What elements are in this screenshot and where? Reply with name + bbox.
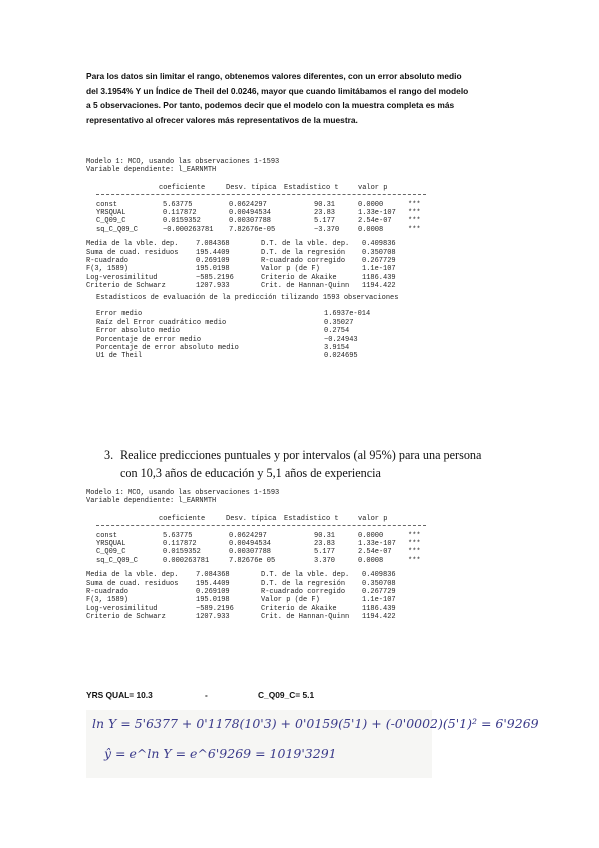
coef-row-name: const <box>96 200 118 209</box>
stderr-value: 0.00307788 <box>229 548 272 557</box>
paragraph-line: a 5 observaciones. Por tanto, podemos decir que el modelo con la muestra completa es más <box>86 100 455 110</box>
stat-value: 195.0198 <box>196 596 230 605</box>
eval-title: Estadísticos de evaluación de la predicción tilizando 1593 observaciones <box>96 293 399 302</box>
stat-value: 1194.422 <box>362 613 396 622</box>
stat-label: Criterio de Akaike <box>261 273 337 282</box>
stat-label: F(3, 1589) <box>86 265 129 274</box>
stderr-value: 0.0624297 <box>229 200 267 209</box>
eval-value: −0.24943 <box>324 335 358 344</box>
stat-value: 1207.933 <box>196 613 230 622</box>
coef-row-name: YRSQUAL <box>96 540 126 548</box>
coef-row-name: YRSQUAL <box>96 209 126 217</box>
column-header: Estadístico t <box>284 183 339 192</box>
coef-row-name: const <box>96 531 118 540</box>
coef-row-name: C_Q09_C <box>96 217 126 226</box>
stat-label: Suma de cuad. residuos <box>86 579 179 588</box>
stat-value: 7.084368 <box>196 240 230 249</box>
coef-value: 0.0159352 <box>163 548 201 557</box>
p-value: 2.54e-07 <box>358 217 392 226</box>
separator-dash: - <box>205 690 208 700</box>
stat-value: 1194.422 <box>362 282 396 291</box>
t-stat-value: 5.177 <box>314 548 336 557</box>
stderr-value: 0.00494534 <box>229 540 272 548</box>
stat-value: 0.269109 <box>196 588 230 596</box>
column-header: Desv. típica <box>226 183 277 192</box>
stat-label: D.T. de la vble. dep. <box>261 240 350 249</box>
stat-value: 195.4409 <box>196 579 230 588</box>
stat-value: 1207.933 <box>196 282 230 291</box>
eval-value: 0.024695 <box>324 352 358 361</box>
significance-stars: *** <box>408 225 421 234</box>
stat-label: D.T. de la vble. dep. <box>261 571 350 580</box>
stderr-value: 0.00494534 <box>229 209 272 217</box>
significance-stars: *** <box>408 548 421 557</box>
regression-output-1 <box>86 158 516 420</box>
eval-label: Porcentaje de error absoluto medio <box>96 344 239 352</box>
coef-value: 0.000263781 <box>163 556 210 565</box>
stat-value: 7.084368 <box>196 571 230 580</box>
stat-label: Suma de cuad. residuos <box>86 248 179 257</box>
handwritten-exp-equation: ŷ = e^ln Y = e^6'9269 = 1019'3291 <box>104 746 337 761</box>
t-stat-value: 23.83 <box>314 209 336 217</box>
cq09c-value: C_Q09_C= 5.1 <box>258 690 315 700</box>
stat-label: Valor p (de F) <box>261 265 320 274</box>
column-header: valor p <box>358 514 388 523</box>
stat-label: R-cuadrado corregido <box>261 257 346 265</box>
p-value: 0.0000 <box>358 531 384 540</box>
p-value: 0.0008 <box>358 225 384 234</box>
question-number: 3. <box>104 448 114 462</box>
stat-label: Media de la vble. dep. <box>86 240 179 249</box>
t-stat-value: 23.83 <box>314 540 336 548</box>
p-value: 1.33e-107 <box>358 209 396 217</box>
paragraph-line: Para los datos sin limitar el rango, obtenemos valores diferentes, con un error absoluto medio <box>86 71 462 81</box>
handwritten-calculation-photo <box>86 710 539 778</box>
stderr-value: 0.0624297 <box>229 531 267 540</box>
column-header: valor p <box>358 183 388 192</box>
intro-paragraph <box>86 69 520 127</box>
eval-label: Raíz del Error cuadrático medio <box>96 318 227 327</box>
yrsqual-value: YRS QUAL= 10.3 <box>86 690 153 700</box>
stat-value: 0.409836 <box>362 240 396 249</box>
coef-value: 0.117872 <box>163 209 197 217</box>
stderr-value: 0.00307788 <box>229 217 272 226</box>
p-value: 0.0008 <box>358 556 384 565</box>
handwritten-log-equation: ln Y = 5'6377 + 0'1178(10'3) + 0'0159(5'1) + (-0'0002)(5'1)² = 6'9269 <box>92 716 539 731</box>
stderr-value: 7.82676e-05 <box>229 225 276 234</box>
coef-value: 0.117872 <box>163 540 197 548</box>
stat-label: D.T. de la regresión <box>261 248 346 257</box>
stat-label: Criterio de Schwarz <box>86 613 166 622</box>
stat-label: R-cuadrado <box>86 257 129 265</box>
stat-label: R-cuadrado <box>86 588 129 596</box>
stat-value: −585.2196 <box>196 273 234 282</box>
paragraph-line: del 3.1954% Y un Índice de Theil del 0.0246, mayor que cuando limitábamos el rango del modelo <box>86 85 469 96</box>
eval-value: 1.6937e-014 <box>324 310 371 319</box>
model-header-line: Modelo 1: MCO, usando las observaciones 1-1593 <box>86 158 280 166</box>
stat-value: 1.1e-107 <box>362 596 396 605</box>
stat-label: Crit. de Hannan-Quinn <box>261 613 350 622</box>
coef-value: 0.0159352 <box>163 217 201 226</box>
significance-stars: *** <box>408 209 421 217</box>
p-value: 0.0000 <box>358 200 384 209</box>
stderr-value: 7.82676e 05 <box>229 556 276 565</box>
stat-label: Criterio de Akaike <box>261 604 337 613</box>
model-header-line: Variable dependiente: l_EARNMTH <box>86 497 217 506</box>
model-header-line: Modelo 1: MCO, usando las observaciones 1-1593 <box>86 489 280 497</box>
model-header-line: Variable dependiente: l_EARNMTH <box>86 166 217 175</box>
stat-value: 0.409836 <box>362 571 396 580</box>
significance-stars: *** <box>408 200 421 209</box>
stat-label: Valor p (de F) <box>261 596 320 605</box>
stat-value: 195.0198 <box>196 265 230 274</box>
stat-label: R-cuadrado corregido <box>261 588 346 596</box>
significance-stars: *** <box>408 217 421 226</box>
stat-value: 0.350708 <box>362 248 396 257</box>
t-stat-value: −3.370 <box>314 225 340 234</box>
t-stat-value: 90.31 <box>314 200 336 209</box>
column-header: coeficiente <box>159 183 206 192</box>
question-line: Realice predicciones puntuales y por intervalos (al 95%) para una persona <box>120 448 482 462</box>
stat-value: 1.1e-107 <box>362 265 396 274</box>
t-stat-value: 3.370 <box>314 556 336 565</box>
column-header: Estadístico t <box>284 514 339 523</box>
regression-output-2 <box>86 489 516 622</box>
eval-value: 0.35027 <box>324 318 354 327</box>
column-header: coeficiente <box>159 514 206 523</box>
stat-label: F(3, 1589) <box>86 596 129 605</box>
stat-value: 1186.439 <box>362 273 396 282</box>
eval-label: Porcentaje de error medio <box>96 335 202 344</box>
eval-label: Error absoluto medio <box>96 327 181 336</box>
p-value: 1.33e-107 <box>358 540 396 548</box>
eval-value: 3.9154 <box>324 344 350 352</box>
stat-label: Criterio de Schwarz <box>86 282 166 291</box>
significance-stars: *** <box>408 556 421 565</box>
eval-value: 0.2754 <box>324 327 350 336</box>
stat-value: 0.269109 <box>196 257 230 265</box>
significance-stars: *** <box>408 540 421 548</box>
significance-stars: *** <box>408 531 421 540</box>
eval-label: U1 de Theil <box>96 352 143 361</box>
question-line: con 10,3 años de educación y 5,1 años de experiencia <box>120 466 381 480</box>
paragraph-line: representativo al ofrecer valores más representativos de la muestra. <box>86 114 358 125</box>
stat-value: 0.350708 <box>362 579 396 588</box>
coef-value: −0.000263781 <box>163 225 214 234</box>
separator-line <box>96 194 426 195</box>
stat-value: 0.267729 <box>362 588 396 596</box>
coef-row-name: C_Q09_C <box>96 548 126 557</box>
coef-row-name: sq_C_Q09_C <box>96 225 139 234</box>
coef-value: 5.63775 <box>163 531 193 540</box>
coef-row-name: sq_C_Q09_C <box>96 556 139 565</box>
stat-label: Media de la vble. dep. <box>86 571 179 580</box>
t-stat-value: 90.31 <box>314 531 336 540</box>
stat-value: 0.267729 <box>362 257 396 265</box>
t-stat-value: 5.177 <box>314 217 336 226</box>
stat-value: 1186.439 <box>362 604 396 613</box>
coef-value: 5.63775 <box>163 200 193 209</box>
stat-value: −589.2196 <box>196 604 234 613</box>
p-value: 2.54e-07 <box>358 548 392 557</box>
stat-label: Log-verosimilitud <box>86 604 158 613</box>
separator-line <box>96 525 426 526</box>
stat-label: Crit. de Hannan-Quinn <box>261 282 350 291</box>
column-header: Desv. típica <box>226 514 277 523</box>
stat-label: Log-verosimilitud <box>86 273 158 282</box>
stat-value: 195.4409 <box>196 248 230 257</box>
eval-label: Error medio <box>96 310 143 319</box>
stat-label: D.T. de la regresión <box>261 579 346 588</box>
